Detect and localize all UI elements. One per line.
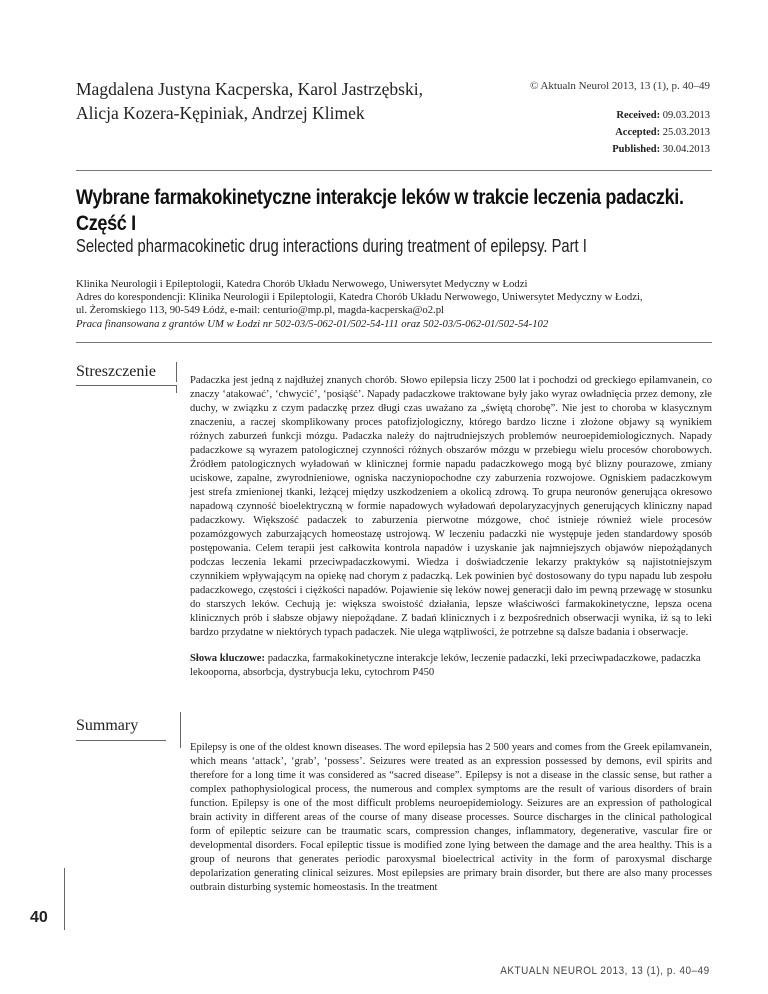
author-list <box>76 77 496 125</box>
header-divider <box>76 170 712 171</box>
streszczenie-heading: Streszczenie <box>76 363 156 380</box>
keywords-label: Słowa kluczowe: <box>190 653 266 664</box>
keywords-block <box>190 652 712 680</box>
received-label: Received: <box>616 110 661 121</box>
published-date <box>612 141 710 158</box>
summary-underline <box>76 740 166 741</box>
accepted-value: 25.03.2013 <box>662 127 710 138</box>
keywords-list: padaczka, farmakokinetyczne interakcje leków, leczenie padaczki, leki przeciwpadaczkowe, padaczka lekooporna, absorbcja, dystrybucja leku, cytochrom P450 <box>190 653 701 678</box>
authors-line-2: Alicja Kozera-Kępiniak, Andrzej Klimek <box>76 103 365 123</box>
affiliation-divider <box>76 342 712 343</box>
published-value: 30.04.2013 <box>662 144 710 155</box>
affiliation-line-1: Klinika Neurologii i Epileptologii, Katedra Chorób Układu Nerwowego, Uniwersytet Medyczny w Łodzi <box>76 278 528 290</box>
page-number: 40 <box>30 909 48 926</box>
page-number-marker <box>64 868 65 930</box>
affiliation-line-2: Adres do korespondencji: Klinika Neurologii i Epileptologii, Katedra Chorób Układu Nerwowego, Uniwersytet Medyczny w Łodzi, <box>76 291 643 304</box>
summary-text: Epilepsy is one of the oldest known diseases. The word epilepsia has 2 500 years and comes from the Greek epilamvanein, which means ‘attack’, ‘grab’, ‘possess’. Seizures were treated as an expression possessed by demons, evil spirits and therefore for a long time it was considered as “sacred disease”. Epilepsy is not a disease in the classic sense, but rather a complex pathophysiological process, the numerous and complex symptoms are the result of various disorders of brain function. Epilepsy is one of the most difficult problems neuroepidemiology. Seizures are an expression of pathological brain activity in different areas of the course of many disease processes. Source discharges in the clinical pathological form of epileptic seizure can be traumatic scars, compression changes, inflammatory, degenerative, vascular fire or developmental disorders. Focal epileptic tissue is modified zone lying between the damage and the area healthy. This is a group of neurons that generates periodic paroxysmal bioelectrical activity in the form of paroxysmal discharge depolarization generating clinical seizures. Most epilepsies are primary brain disorder, but there are also many processes outbrain disturbing systemic homeostasis. In the treatment <box>190 742 712 893</box>
title-english: Selected pharmacokinetic drug interactions during treatment of epilepsy. Part I <box>76 236 587 256</box>
streszczenie-text: Padaczka jest jedną z najdłużej znanych chorób. Słowo epilepsia liczy 2500 lat i pochodzi od greckiego epilamvanein, co znaczy ‘atakować’, ‘chwycić’, ‘posiąść’. Napady padaczkowe traktowane były jako wyraz owładnięcia przez demony, złe duchy, w związku z czym padaczkę przez długi czas uważano za „świętą chorobę”. Nie jest to choroba w klasycznym znaczeniu, a raczej skomplikowany proces patofizjologiczny, którego bardzo liczne i złożone objawy są wynikiem różnych zaburzeń funkcji mózgu. Padaczka należy do najtrudniejszych problemów neuroepidemiologicznych. Napady padaczkowe są wyrazem patologicznej czynności różnych obszarów mózgu w przebiegu wielu procesów chorobowych. Źródłem patologicznych wyładowań w klinicznej formie napadu padaczkowego mogą być blizny pourazowe, zmiany uciskowe, zapalne, zwyrodnieniowe, ogniska naczyniopochodne czy zaburzenia rozwojowe. Ogniskiem padaczkowym jest strefa zmienionej tkanki, leżącej między uszkodzeniem a okolicą zdrową. To grupa neuronów generująca okresowo napadową czynność bioelektryczną w formie napadowych wyładowań depolaryzacyjnych generujących kliniczny napad padaczkowy. Większość padaczek to zaburzenia pierwotne mózgowe, choć istnieje również wiele procesów pozamózgowych zaburzających homeostazę ustrojową. W leczeniu padaczki nie występuje jeden standardowy sposób postępowania. Celem terapii jest całkowita kontrola napadów i uzyskanie jak najmniejszych objawów niepożądanych podczas leczenia lekami przeciwpadaczkowymi. Wiedza i doświadczenie lekarzy praktyków są najistotniejszym czynnikiem wpływającym na opiekę nad chorym z padaczką. Lek powinien być dostosowany do typu napadu lub zespołu padaczkowego, częstości i ciężkości napadów. Pojawienie się leków nowej generacji dało im pewną przewagę w stosunku do starszych leków. Cechują je: większa swoistość działania, lepsze właściwości farmakokinetyczne, lepsza ocena klinicznych prób i słabsze objawy niepożądane. Z badań klinicznych i z bezpośrednich obserwacji wynika, iż są to leki bardzo przydatne w niektórych typach padaczek. Nie ulega wątpliwości, że potrzebne są dalsze badania i obserwacje. <box>190 375 712 638</box>
streszczenie-marker-bottom <box>176 385 177 393</box>
accepted-date <box>612 124 710 141</box>
affiliation-line-3: ul. Żeromskiego 113, 90-549 Łódź, e-mail: centurio@mp.pl, magda-kacperska@o2.pl <box>76 304 445 317</box>
summary-heading: Summary <box>76 717 139 734</box>
streszczenie-underline <box>76 385 176 386</box>
accepted-label: Accepted: <box>615 127 661 138</box>
funding-note: Praca finansowana z grantów UM w Łodzi nr 502-03/5-062-01/502-54-111 oraz 502-03/5-062-01/502-54-102 <box>76 317 549 330</box>
citation: © Aktualn Neurol 2013, 13 (1), p. 40–49 <box>529 80 710 92</box>
title-polish: Wybrane farmakokinetyczne interakcje leków w trakcie leczenia padaczki. Część I <box>76 186 684 235</box>
streszczenie-marker-top <box>176 362 177 382</box>
publication-dates <box>612 107 710 158</box>
received-value: 09.03.2013 <box>662 110 710 121</box>
received-date <box>612 107 710 124</box>
published-label: Published: <box>612 144 661 155</box>
affiliation-block <box>76 278 716 331</box>
authors-line-1: Magdalena Justyna Kacperska, Karol Jastrzębski, <box>76 79 423 99</box>
summary-marker <box>180 712 181 748</box>
journal-footer: AKTUALN NEUROL 2013, 13 (1), p. 40–49 <box>500 965 710 977</box>
